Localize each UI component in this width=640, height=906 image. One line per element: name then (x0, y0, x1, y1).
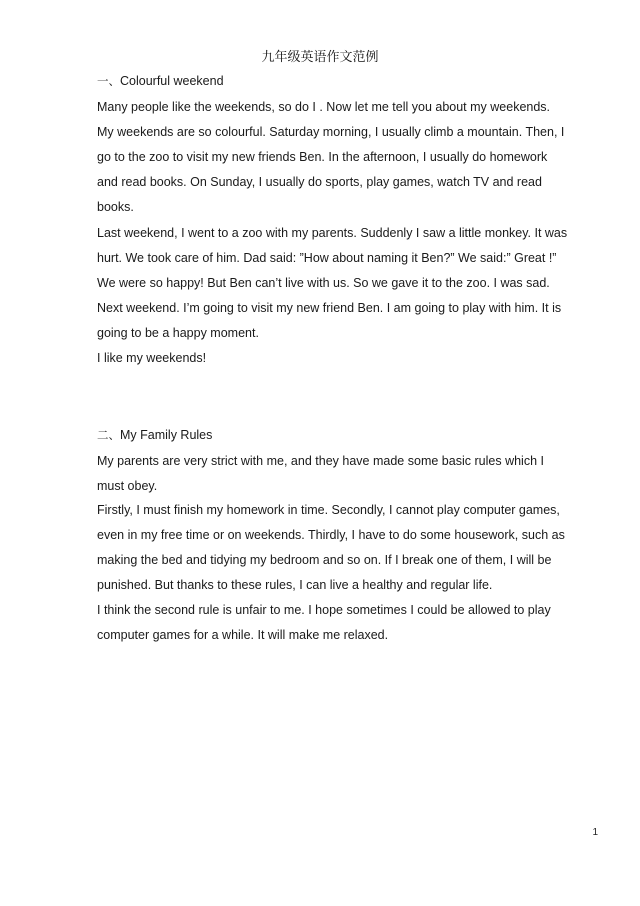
text-line: even in my free time or on weekends. Thirdly, I have to do some housework, such as (97, 528, 565, 542)
section-1-heading (97, 73, 224, 89)
section-1-paragraph-1 (97, 95, 564, 220)
text-line: books. (97, 200, 134, 214)
text-line: Many people like the weekends, so do I . Now let me tell you about my weekends. (97, 100, 551, 114)
text-line: Firstly, I must finish my homework in time. Secondly, I cannot play computer games, (97, 503, 560, 517)
text-line: and read books. On Sunday, I usually do sports, play games, watch TV and read (97, 175, 542, 189)
section-1-paragraph-2 (97, 221, 567, 371)
text-line: I like my weekends! (97, 351, 207, 365)
document-title: 九年级英语作文范例 (261, 50, 379, 65)
section-2-paragraph-1 (97, 449, 544, 499)
text-line: hurt. We took care of him. Dad said: ”How about naming it Ben?” We said:” Great !” (97, 251, 557, 265)
text-line: go to the zoo to visit my new friends Ben. In the afternoon, I usually do homework (97, 150, 548, 164)
text-line: We were so happy! But Ben can’t live with us. So we gave it to the zoo. I was sad. (97, 276, 550, 290)
section-2-number: 二、 (97, 428, 120, 442)
text-line: I think the second rule is unfair to me. I hope sometimes I could be allowed to play (97, 603, 551, 617)
section-1-number: 一、 (97, 74, 120, 88)
section-2-title: My Family Rules (120, 428, 213, 442)
page-number: 1 (592, 827, 598, 838)
text-line: My weekends are so colourful. Saturday morning, I usually climb a mountain. Then, I (97, 125, 565, 139)
section-2-paragraph-2 (97, 498, 565, 598)
text-line: must obey. (97, 479, 158, 493)
text-line: punished. But thanks to these rules, I can live a healthy and regular life. (97, 578, 493, 592)
text-line: computer games for a while. It will make me relaxed. (97, 628, 389, 642)
section-1-title: Colourful weekend (120, 74, 224, 88)
text-line: Next weekend. I’m going to visit my new friend Ben. I am going to play with him. It is (97, 301, 562, 315)
section-2-heading (97, 427, 212, 443)
text-line: Last weekend, I went to a zoo with my parents. Suddenly I saw a little monkey. It was (97, 226, 568, 240)
text-line: My parents are very strict with me, and they have made some basic rules which I (97, 454, 544, 468)
text-line: going to be a happy moment. (97, 326, 259, 340)
section-2-paragraph-3 (97, 598, 551, 648)
text-line: making the bed and tidying my bedroom and so on. If I break one of them, I will be (97, 553, 552, 567)
